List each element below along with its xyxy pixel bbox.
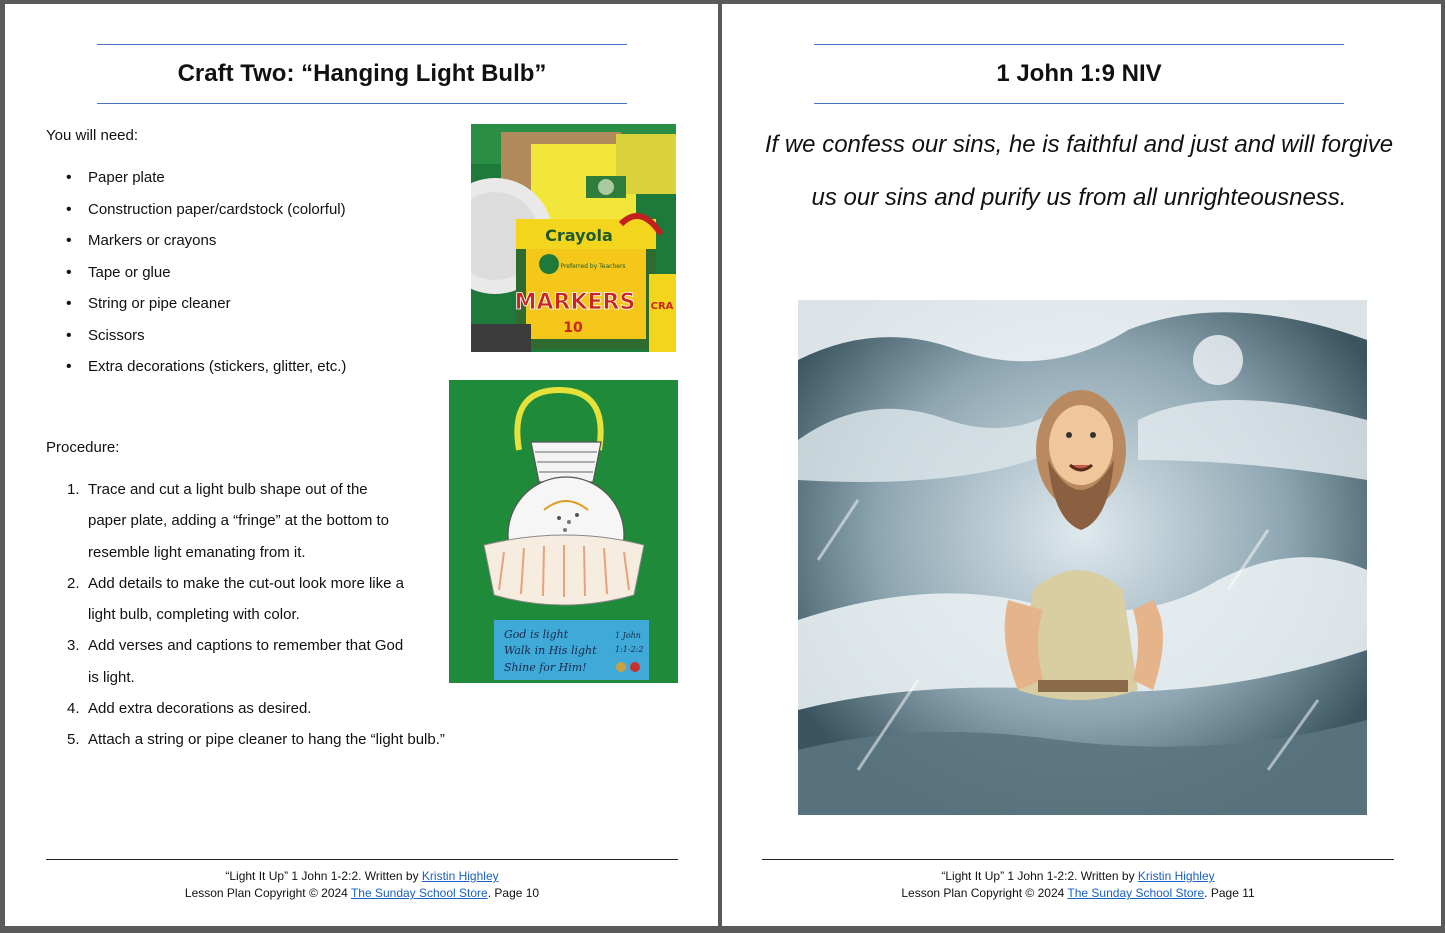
footer xyxy=(762,868,1394,902)
step-text: Add verses and captions to remember that God is light. xyxy=(88,637,404,686)
side-box-label: CRA xyxy=(650,301,674,312)
jesus-illustration xyxy=(798,300,1367,815)
teacher-banner: Preferred by Teachers xyxy=(560,263,626,270)
heading-bottom-rule xyxy=(814,103,1344,104)
author-link[interactable]: Kristin Highley xyxy=(1137,869,1215,883)
step-number: 2. xyxy=(67,574,80,592)
page-title: Craft Two: “Hanging Light Bulb” xyxy=(177,60,547,87)
author-link[interactable]: Kristin Highley xyxy=(421,869,499,883)
store-link[interactable]: The Sunday School Store xyxy=(350,886,488,900)
procedure-label: Procedure: xyxy=(46,439,120,456)
procedure-list xyxy=(46,474,445,756)
step-text: Attach a string or pipe cleaner to hang the “light bulb.” xyxy=(88,731,445,749)
footer-copyright: Lesson Plan Copyright © 2024 xyxy=(901,886,1068,900)
footer xyxy=(46,868,678,902)
list-item: • Construction paper/cardstock (colorful) xyxy=(46,199,466,231)
step-number: 3. xyxy=(67,637,80,655)
card-line: God is light xyxy=(504,628,569,641)
light-bulb-craft-photo xyxy=(449,380,678,683)
list-item xyxy=(46,474,406,568)
list-item: • String or pipe cleaner xyxy=(46,293,466,325)
markers-count: 10 xyxy=(563,320,583,336)
footer-credit: “Light It Up” 1 John 1-2:2. Written by xyxy=(941,869,1138,883)
list-item: • Scissors xyxy=(46,325,466,357)
bible-verse: If we confess our sins, he is faithful and just and will forgive us our sins and purify us from all unrighteousness. xyxy=(764,131,1394,211)
card-ref: 1 John xyxy=(615,631,641,640)
card-line: Walk in His light xyxy=(504,644,597,657)
step-text: Add details to make the cut-out look more like a light bulb, completing with color. xyxy=(88,574,404,624)
footer-rule xyxy=(46,859,678,860)
page-11 xyxy=(722,4,1441,926)
heading-bottom-rule xyxy=(97,103,627,104)
materials-list xyxy=(46,167,466,388)
step-number: 1. xyxy=(67,481,80,498)
page-10 xyxy=(5,4,718,926)
heading-top-rule xyxy=(814,44,1344,45)
page-number: . Page 10 xyxy=(487,886,540,900)
footer-copyright: Lesson Plan Copyright © 2024 xyxy=(184,886,351,900)
list-item: • Tape or glue xyxy=(46,262,466,294)
list-item xyxy=(46,724,548,755)
footer-rule xyxy=(762,859,1394,860)
step-text: Add extra decorations as desired. xyxy=(88,700,312,718)
list-item: • Paper plate xyxy=(46,167,466,199)
list-item xyxy=(46,568,406,631)
step-text: Trace and cut a light bulb shape out of the paper plate, adding a “fringe” at the bottom to resemble light emanating from it. xyxy=(88,481,390,561)
list-item: • Markers or crayons xyxy=(46,230,466,262)
markers-label: MARKERS xyxy=(514,290,636,315)
list-item xyxy=(46,630,406,693)
step-number: 5. xyxy=(67,731,80,749)
card-line: Shine for Him! xyxy=(504,661,587,674)
page-title: 1 John 1:9 NIV xyxy=(996,60,1162,87)
list-item: • Extra decorations (stickers, glitter, etc.) xyxy=(46,356,466,388)
step-number: 4. xyxy=(67,700,80,718)
supplies-photo xyxy=(471,124,676,352)
footer-credit: “Light It Up” 1 John 1-2:2. Written by xyxy=(225,869,422,883)
you-will-need-label: You will need: xyxy=(46,127,139,144)
crayola-logo: Crayola xyxy=(545,226,613,245)
list-item xyxy=(46,693,508,724)
store-link[interactable]: The Sunday School Store xyxy=(1067,886,1205,900)
card-ref: 1:1-2:2 xyxy=(615,645,644,654)
heading-top-rule xyxy=(97,44,627,45)
page-number: . Page 11 xyxy=(1204,886,1255,900)
